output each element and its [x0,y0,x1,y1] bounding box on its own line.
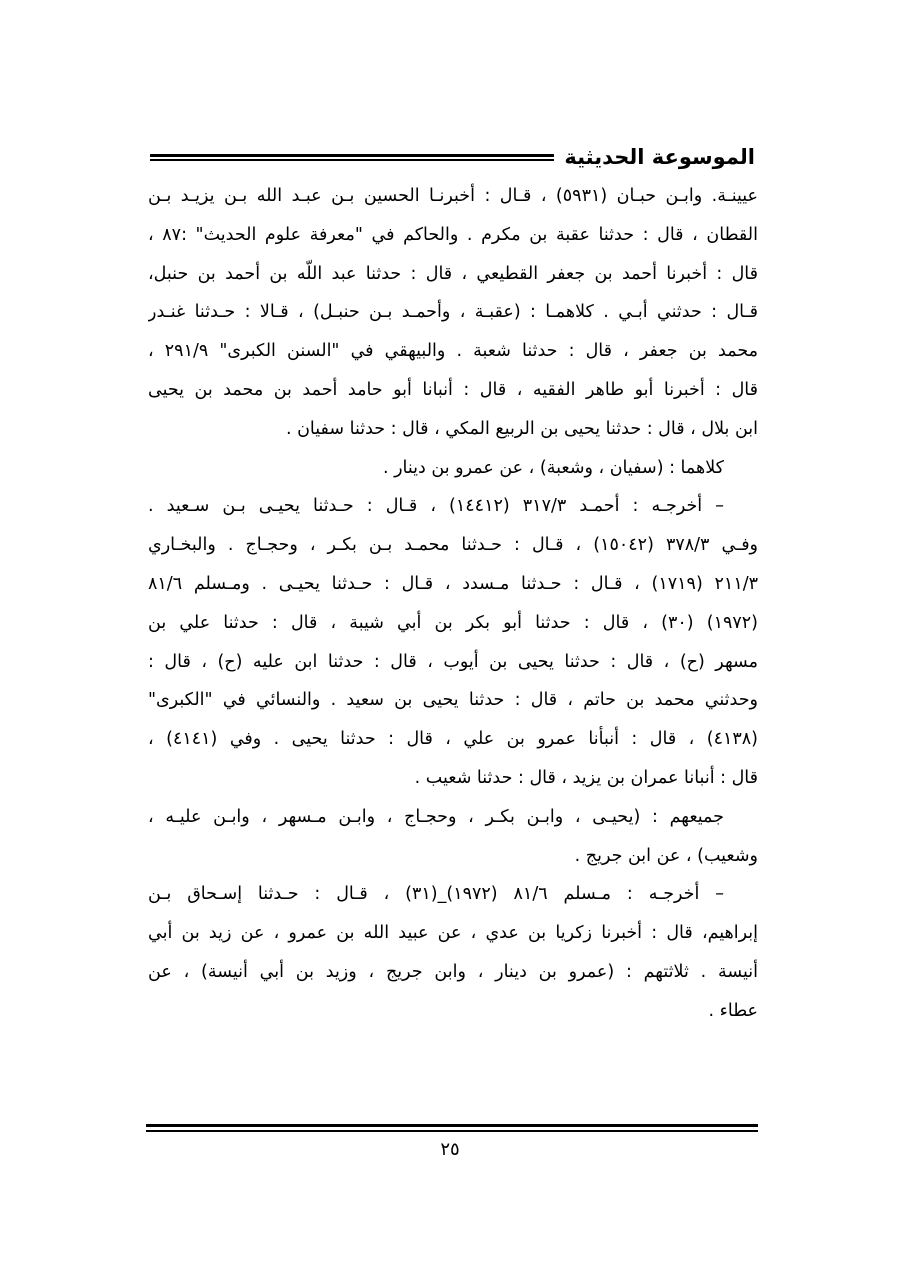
header-rule [150,154,554,161]
text-line: (٤١٣٨) ، قال : أنبأنا عمرو بن علي ، قال : حدثنا يحيى . وفي (٤١٤١) ، [148,729,758,750]
text-line: – أخرجـه : أحمـد ٣١٧/٣ (١٤٤١٢) ، قـال : حـدثنا يحيـى بـن سـعيد . [148,496,724,517]
text-line: – أخرجـه : مـسلم ٨١/٦ (١٩٧٢)_(٣١) ، قـال : حـدثنا إسـحاق بـن [148,884,724,905]
text-line: ابن بلال ، قال : حدثنا يحيى بن الربيع المكي ، قال : حدثنا سفيان . [285,418,758,439]
text-line: قال : أخبرنا أبو طاهر الفقيه ، قال : أنبانا أبو حامد أحمد بن محمد بن يحيى [148,379,758,400]
text-line: قال : أخبرنا أحمد بن جعفر القطيعي ، قال : حدثنا عبد اللّه بن أحمد بن حنبل، [148,263,758,284]
running-header [150,140,755,174]
text-line: وحدثني محمد بن حاتم ، قال : حدثنا يحيى بن سعيد . والنسائي في "الكبرى" [148,690,758,711]
text-line: قال : أنبانا عمران بن يزيد ، قال : حدثنا شعيب . [414,767,758,788]
text-line: مسهر (ح) ، قال : حدثنا يحيى بن أيوب ، قال : حدثنا ابن عليه (ح) ، قال : [148,651,758,672]
footer-rule [146,1124,758,1132]
text-line: ٢١١/٣ (١٧١٩) ، قـال : حـدثنا مـسدد ، قـال : حـدثنا يحيـى . ومـسلم ٨١/٦ [148,573,758,594]
text-line: عيينـة. وابـن حبـان (٥٩٣١) ، قـال : أخبرنـا الحسين بـن عبـد الله بـن يزيـد بـن [148,186,758,206]
header-title: الموسوعة الحديثية [564,145,755,169]
page-number: ٢٥ [440,1139,460,1160]
text-line: محمد بن جعفر ، قال : حدثنا شعبة . والبيهقي في "السنن الكبرى" ٢٩١/٩ ، [148,341,758,362]
main-text [148,177,758,1031]
text-line: كلاهما : (سفيان ، وشعبة) ، عن عمرو بن دينار . [382,457,724,478]
text-line: أنيسة . ثلاثتهم : (عمرو بن دينار ، وابن جريج ، وزيد بن أبي أنيسة) ، عن [148,961,758,982]
text-line: (١٩٧٢) (٣٠) ، قال : حدثنا أبو بكر بن أبي شيبة ، قال : حدثنا علي بن [148,612,758,633]
text-line: قـال : حدثني أبـي . كلاهمـا : (عقبـة ، وأحمـد بـن حنبـل) ، قـالا : حـدثنا غنـدر [148,302,758,323]
text-line: جميعهم : (يحيـى ، وابـن بكـر ، وحجـاج ، وابـن مـسهر ، وابـن عليـه ، [148,806,724,827]
text-line: إبراهيم، قال : أخبرنا زكريا بن عدي ، عن عبيد الله بن عمرو ، عن زيد بن أبي [148,923,758,944]
text-line: القطان ، قال : حدثنا عقبة بن مكرم . والحاكم في "معرفة علوم الحديث" :٨٧ ، [148,224,758,245]
text-line: وشعيب) ، عن ابن جريج . [574,845,758,866]
text-line: عطاء . [708,1000,758,1021]
text-line: وفـي ٣٧٨/٣ (١٥٠٤٢) ، قـال : حـدثنا محمـد بـن بكـر ، وحجـاج . والبخـاري [148,535,758,556]
